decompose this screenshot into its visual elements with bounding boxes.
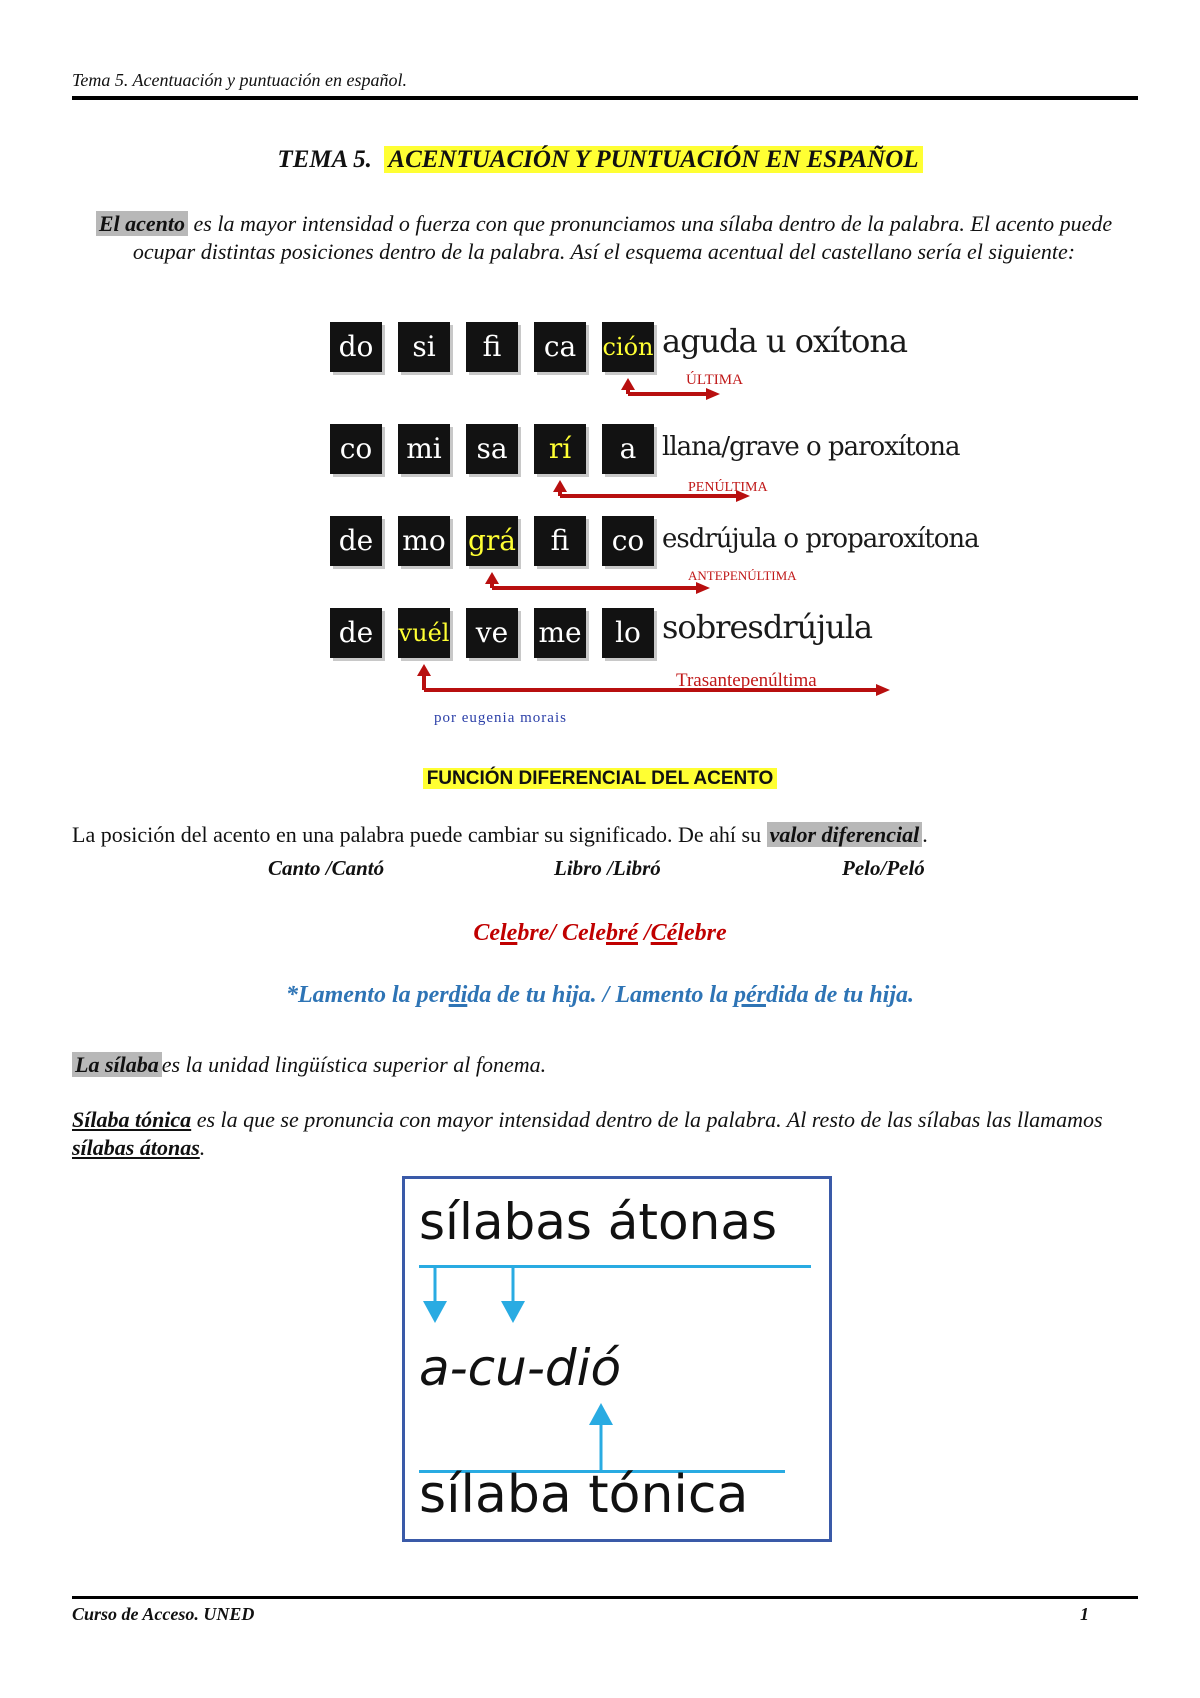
- syllable-box: sa: [466, 424, 518, 474]
- syllable-box: de: [330, 516, 382, 566]
- syllable-box: co: [330, 424, 382, 474]
- syllable-box: si: [398, 322, 450, 372]
- stress-type-label: llana/grave o paroxítona: [662, 432, 960, 462]
- syllable-box: de: [330, 608, 382, 658]
- lamento-example: [0, 982, 1200, 1009]
- syllable-box: ca: [534, 322, 586, 372]
- celebre-part: lebre: [677, 920, 727, 946]
- tonica-text: es la que se pronuncia con mayor intensidad dentro de la palabra. Al resto de las sílabas las llamamos: [191, 1107, 1103, 1132]
- arrow-down-icon: [417, 1267, 457, 1327]
- lamento-stress: di: [448, 982, 468, 1008]
- syllable-box: vuél: [398, 608, 450, 658]
- syllable-box: ción: [602, 322, 654, 372]
- intro-paragraph: [72, 210, 1136, 266]
- syllable-position-label: Trasantepenúltima: [676, 670, 817, 691]
- celebre-stress: Cé: [650, 920, 678, 946]
- celebre-part: /: [637, 920, 651, 946]
- intro-term: El acento: [96, 211, 188, 236]
- pair-pelo: Pelo/Peló: [842, 856, 925, 880]
- syllable-position-label: ANTEPENÚLTIMA: [688, 568, 797, 583]
- tonica-definition: [72, 1106, 1136, 1162]
- lamento-part: da de tu hija. / Lamento la: [467, 982, 734, 1008]
- syllable-box: mo: [398, 516, 450, 566]
- lamento-part: *Lamento la per: [285, 982, 449, 1008]
- celebre-stress: bré: [605, 920, 638, 946]
- funcion-heading-text: FUNCIÓN DIFERENCIAL DEL ACENTO: [423, 768, 778, 789]
- tonica-term: Sílaba tónica: [72, 1107, 192, 1132]
- syllable-box: grá: [466, 516, 518, 566]
- page-title: [0, 146, 1200, 174]
- valor-text: La posición del acento en una palabra puede cambiar su significado. De ahí su: [72, 822, 767, 847]
- arrow-up-icon: [583, 1403, 623, 1473]
- stress-type-label: sobresdrújula: [662, 608, 873, 646]
- footer-rule: [72, 1596, 1138, 1599]
- intro-text: es la mayor intensidad o fuerza con que pronunciamos una sílaba dentro de la palabra. El acento puede ocupar distintas posiciones dentro de la palabra. Así el esquema acentual del castellano sería el siguiente:: [132, 211, 1113, 264]
- stress-type-label: aguda u oxítona: [662, 322, 908, 360]
- figure-top-line: [419, 1265, 811, 1268]
- running-header: Tema 5. Acentuación y puntuación en español.: [72, 70, 407, 90]
- celebre-part: bre/ Cele: [517, 920, 606, 946]
- valor-paragraph: [72, 822, 928, 848]
- header-rule: [72, 96, 1138, 100]
- stress-type-label: esdrújula o proparoxítona: [662, 524, 979, 554]
- syllable-figure: [402, 1176, 832, 1542]
- syllable-box: ve: [466, 608, 518, 658]
- syllable-position-label: PENÚLTIMA: [688, 480, 768, 495]
- silaba-term: La sílaba: [72, 1052, 162, 1077]
- funcion-heading: [0, 768, 1200, 790]
- celebre-stress: le: [500, 920, 518, 946]
- stress-arrow: [485, 572, 710, 594]
- silaba-definition: [72, 1052, 546, 1078]
- lamento-part: dida de tu hija.: [765, 982, 915, 1008]
- diagram-credit: por eugenia morais: [434, 710, 567, 726]
- valor-end: .: [922, 822, 928, 847]
- atonas-term: sílabas átonas: [72, 1135, 200, 1160]
- pair-libro: Libro /Libró: [554, 856, 661, 880]
- figure-atonas-label: sílabas átonas: [419, 1193, 778, 1251]
- celebre-part: Ce: [473, 920, 501, 946]
- arrow-down-icon: [495, 1267, 535, 1327]
- stress-diagram: [330, 322, 979, 732]
- page-number: 1: [1080, 1604, 1089, 1624]
- lamento-stress: pér: [733, 982, 766, 1008]
- pair-canto: Canto /Cantó: [268, 856, 385, 880]
- figure-word: a-cu-dió: [419, 1339, 622, 1397]
- footer-course: Curso de Acceso. UNED: [72, 1604, 255, 1624]
- figure-tonica-label: sílaba tónica: [419, 1465, 749, 1525]
- tonica-end: .: [199, 1135, 206, 1160]
- valor-term: valor diferencial: [767, 822, 923, 847]
- syllable-box: a: [602, 424, 654, 474]
- stress-arrow: [417, 664, 890, 696]
- syllable-box: fi: [466, 322, 518, 372]
- syllable-box: lo: [602, 608, 654, 658]
- title-highlight: ACENTUACIÓN Y PUNTUACIÓN EN ESPAÑOL: [384, 146, 922, 173]
- silaba-text: es la unidad lingüística superior al fonema.: [161, 1052, 547, 1077]
- syllable-position-label: ÚLTIMA: [686, 372, 743, 388]
- celebre-example: [0, 920, 1200, 947]
- syllable-box: do: [330, 322, 382, 372]
- syllable-box: fi: [534, 516, 586, 566]
- syllable-box: co: [602, 516, 654, 566]
- title-prefix: TEMA 5.: [277, 146, 372, 173]
- syllable-box: rí: [534, 424, 586, 474]
- syllable-box: me: [534, 608, 586, 658]
- syllable-box: mi: [398, 424, 450, 474]
